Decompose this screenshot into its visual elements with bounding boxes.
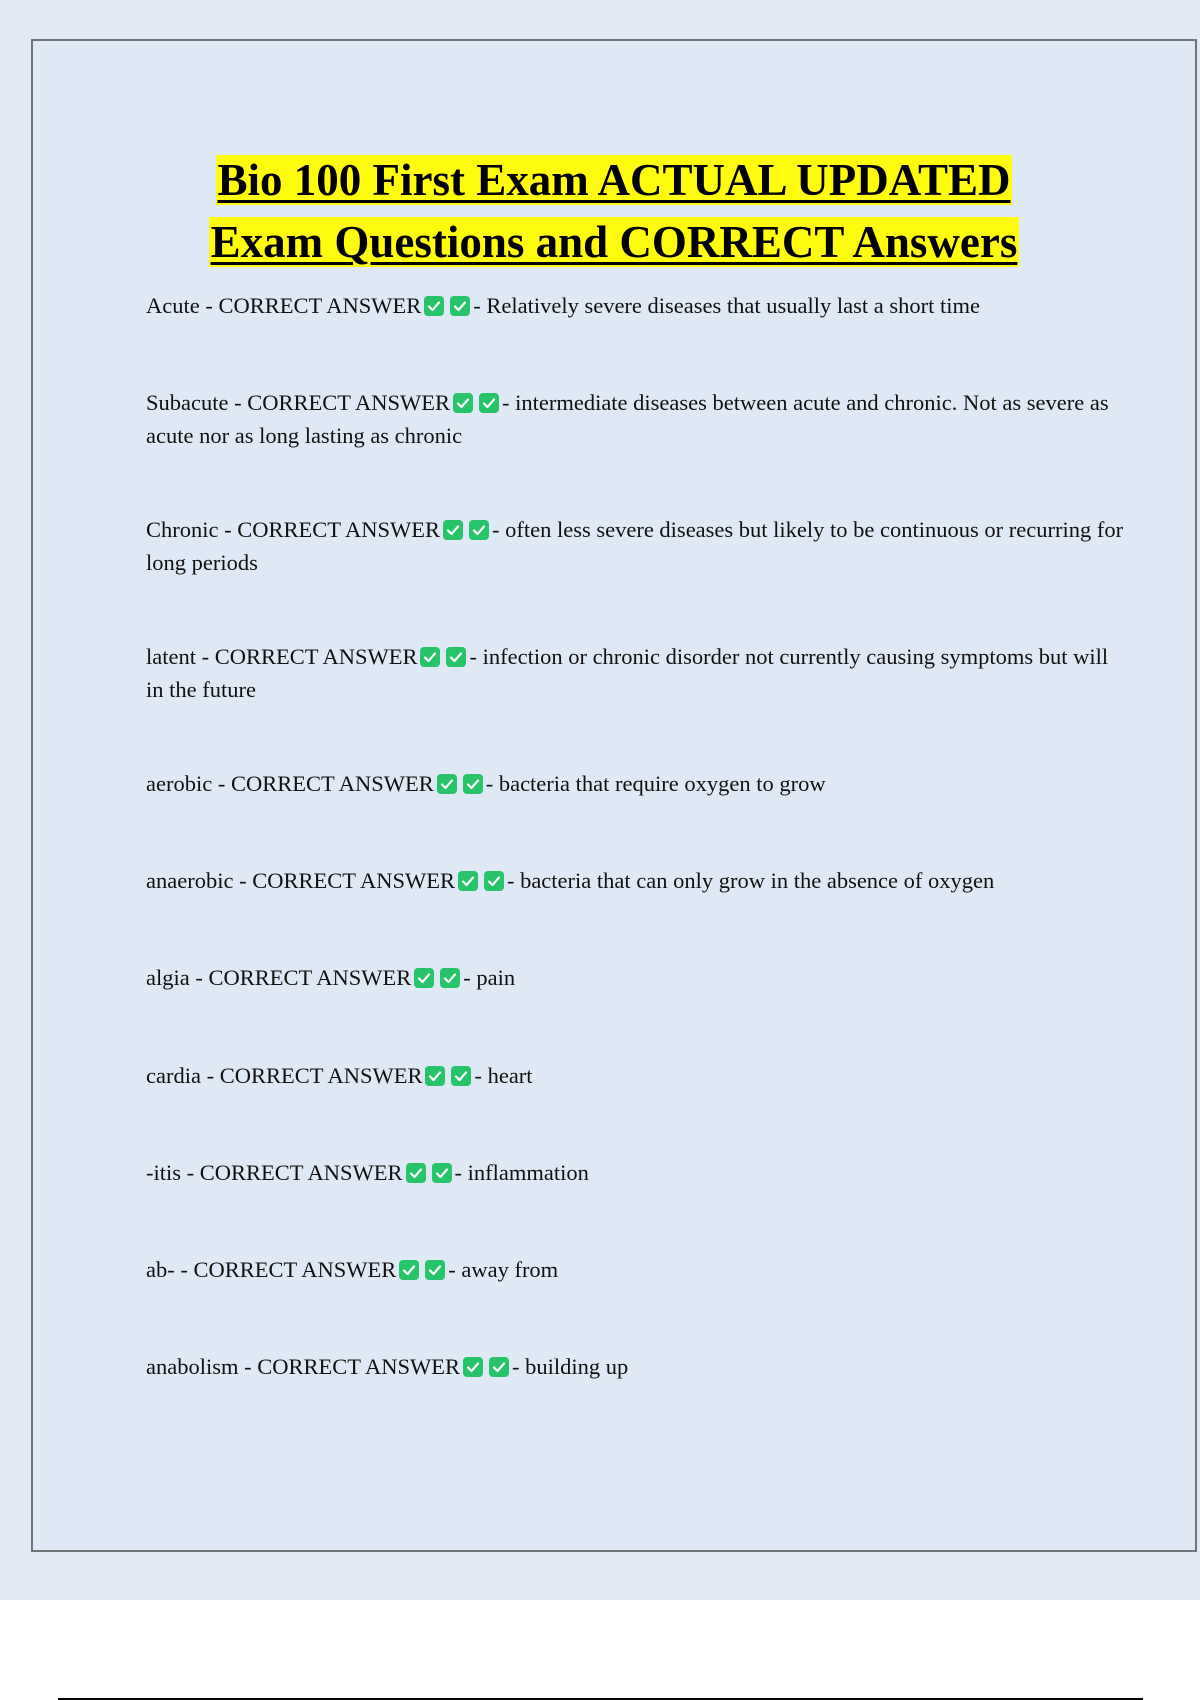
check-icon (453, 393, 473, 413)
entry-definition: - pain (463, 965, 516, 990)
qa-entry-anaerobic: anaerobic - CORRECT ANSWER - bacteria that can only grow in the absence of oxygen (146, 868, 995, 893)
entry-definition: - away from (448, 1257, 559, 1282)
entry-label: CORRECT ANSWER (193, 1257, 397, 1282)
title-line-2: Exam Questions and CORRECT Answers (210, 217, 1018, 267)
check-icon (432, 1163, 452, 1183)
entry-definition: - inflammation (454, 1160, 589, 1185)
check-icon (446, 647, 466, 667)
qa-entry-itis: -itis - CORRECT ANSWER - inflammation (146, 1160, 589, 1185)
check-icon (424, 296, 444, 316)
entry-term: anaerobic (146, 868, 234, 893)
entry-label: CORRECT ANSWER (230, 771, 434, 796)
qa-entry-subacute: Subacute - CORRECT ANSWER - intermediate diseases between acute and chronic. Not as severe as acute nor as long lasting as chronic (146, 390, 1109, 448)
check-icon (437, 774, 457, 794)
qa-entry-acute: Acute - CORRECT ANSWER - Relatively severe diseases that usually last a short time (146, 293, 980, 318)
entry-label: CORRECT ANSWER (218, 293, 422, 318)
entry-label: CORRECT ANSWER (237, 517, 440, 542)
qa-entry-chronic: Chronic - CORRECT ANSWER - often less severe diseases but likely to be continuous or recurring for long periods (146, 517, 1124, 575)
check-icon (399, 1260, 419, 1280)
entry-definition: - bacteria that require oxygen to grow (485, 771, 826, 796)
check-icon (451, 1066, 471, 1086)
qa-entry-latent: latent - CORRECT ANSWER - infection or chronic disorder not currently causing symptoms but will in the future (146, 644, 1109, 702)
page-title (33, 149, 1195, 273)
check-icon (440, 968, 460, 988)
check-icon (463, 1357, 483, 1377)
qa-entry-aerobic: aerobic - CORRECT ANSWER - bacteria that require oxygen to grow (146, 771, 826, 796)
check-icon (489, 1357, 509, 1377)
entry-term: ab- (146, 1257, 175, 1282)
entry-label: CORRECT ANSWER (257, 1354, 460, 1379)
entry-term: cardia (146, 1063, 201, 1088)
entry-term: Acute (146, 293, 200, 318)
entry-label: CORRECT ANSWER (199, 1160, 403, 1185)
entry-label: CORRECT ANSWER (247, 390, 450, 415)
check-icon (425, 1066, 445, 1086)
check-icon (420, 647, 440, 667)
qa-entry-algia: algia - CORRECT ANSWER - pain (146, 965, 516, 990)
check-icon (406, 1163, 426, 1183)
qa-entry-cardia: cardia - CORRECT ANSWER - heart (146, 1063, 533, 1088)
check-icon (458, 871, 478, 891)
entry-definition: - heart (474, 1063, 533, 1088)
entry-term: Chronic (146, 517, 219, 542)
check-icon (469, 520, 489, 540)
entry-definition: - infection or chronic disorder not currently causing symptoms but will in the future (146, 644, 1109, 702)
qa-entry-ab: ab- - CORRECT ANSWER - away from (146, 1257, 559, 1282)
entry-term: algia (146, 965, 190, 990)
entry-definition: - intermediate diseases between acute and chronic. Not as severe as acute nor as long lasting as chronic (146, 390, 1109, 448)
check-icon (414, 968, 434, 988)
entry-definition: - Relatively severe diseases that usually last a short time (473, 293, 980, 318)
entry-definition: - building up (511, 1354, 629, 1379)
entry-term: latent (146, 644, 196, 669)
check-icon (425, 1260, 445, 1280)
entry-definition: - bacteria that can only grow in the absence of oxygen (506, 868, 995, 893)
check-icon (479, 393, 499, 413)
entry-term: aerobic (146, 771, 213, 796)
entry-label: CORRECT ANSWER (252, 868, 455, 893)
check-icon (463, 774, 483, 794)
title-line-1: Bio 100 First Exam ACTUAL UPDATED (217, 155, 1011, 205)
entry-term: -itis (146, 1160, 182, 1185)
qa-entry-anabolism: anabolism - CORRECT ANSWER - building up (146, 1354, 629, 1379)
check-icon (450, 296, 470, 316)
check-icon (484, 871, 504, 891)
entry-definition: - often less severe diseases but likely to be continuous or recurring for long periods (146, 517, 1124, 575)
check-icon (443, 520, 463, 540)
entry-label: CORRECT ANSWER (219, 1063, 423, 1088)
document-page (31, 39, 1197, 1552)
entry-term: Subacute (146, 390, 229, 415)
entry-label: CORRECT ANSWER (208, 965, 412, 990)
entry-term: anabolism (146, 1354, 239, 1379)
entry-label: CORRECT ANSWER (214, 644, 418, 669)
